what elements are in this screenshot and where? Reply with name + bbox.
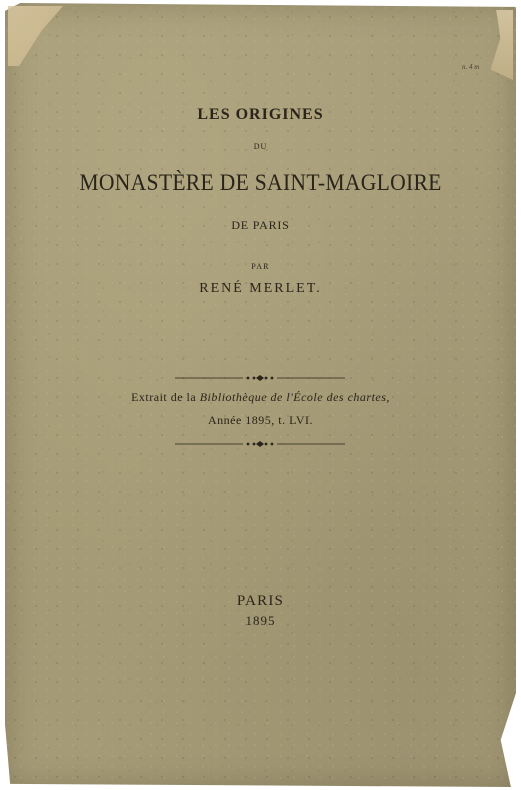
by-label: PAR (251, 262, 270, 271)
extract-line (0, 390, 521, 405)
ornamental-rule-bottom (175, 439, 345, 449)
imprint-year: 1895 (245, 613, 276, 628)
ornamental-rule-top (175, 373, 345, 383)
extract-prefix: Extrait de la (131, 390, 200, 404)
imprint-city: PARIS (236, 593, 285, 609)
author-name: RENÉ MERLET. (199, 281, 322, 296)
volume-line: Année 1895, t. LVI. (207, 413, 314, 427)
title-connector: DU (253, 142, 268, 151)
pencil-note: n. 4 m (462, 63, 480, 71)
title-line-2: MONASTÈRE DE SAINT-MAGLOIRE (79, 170, 442, 195)
title-line-3: DE PARIS (231, 218, 290, 232)
title-line-1: LES ORIGINES (197, 106, 324, 123)
journal-title: Bibliothèque de l'École des chartes, (199, 390, 390, 404)
